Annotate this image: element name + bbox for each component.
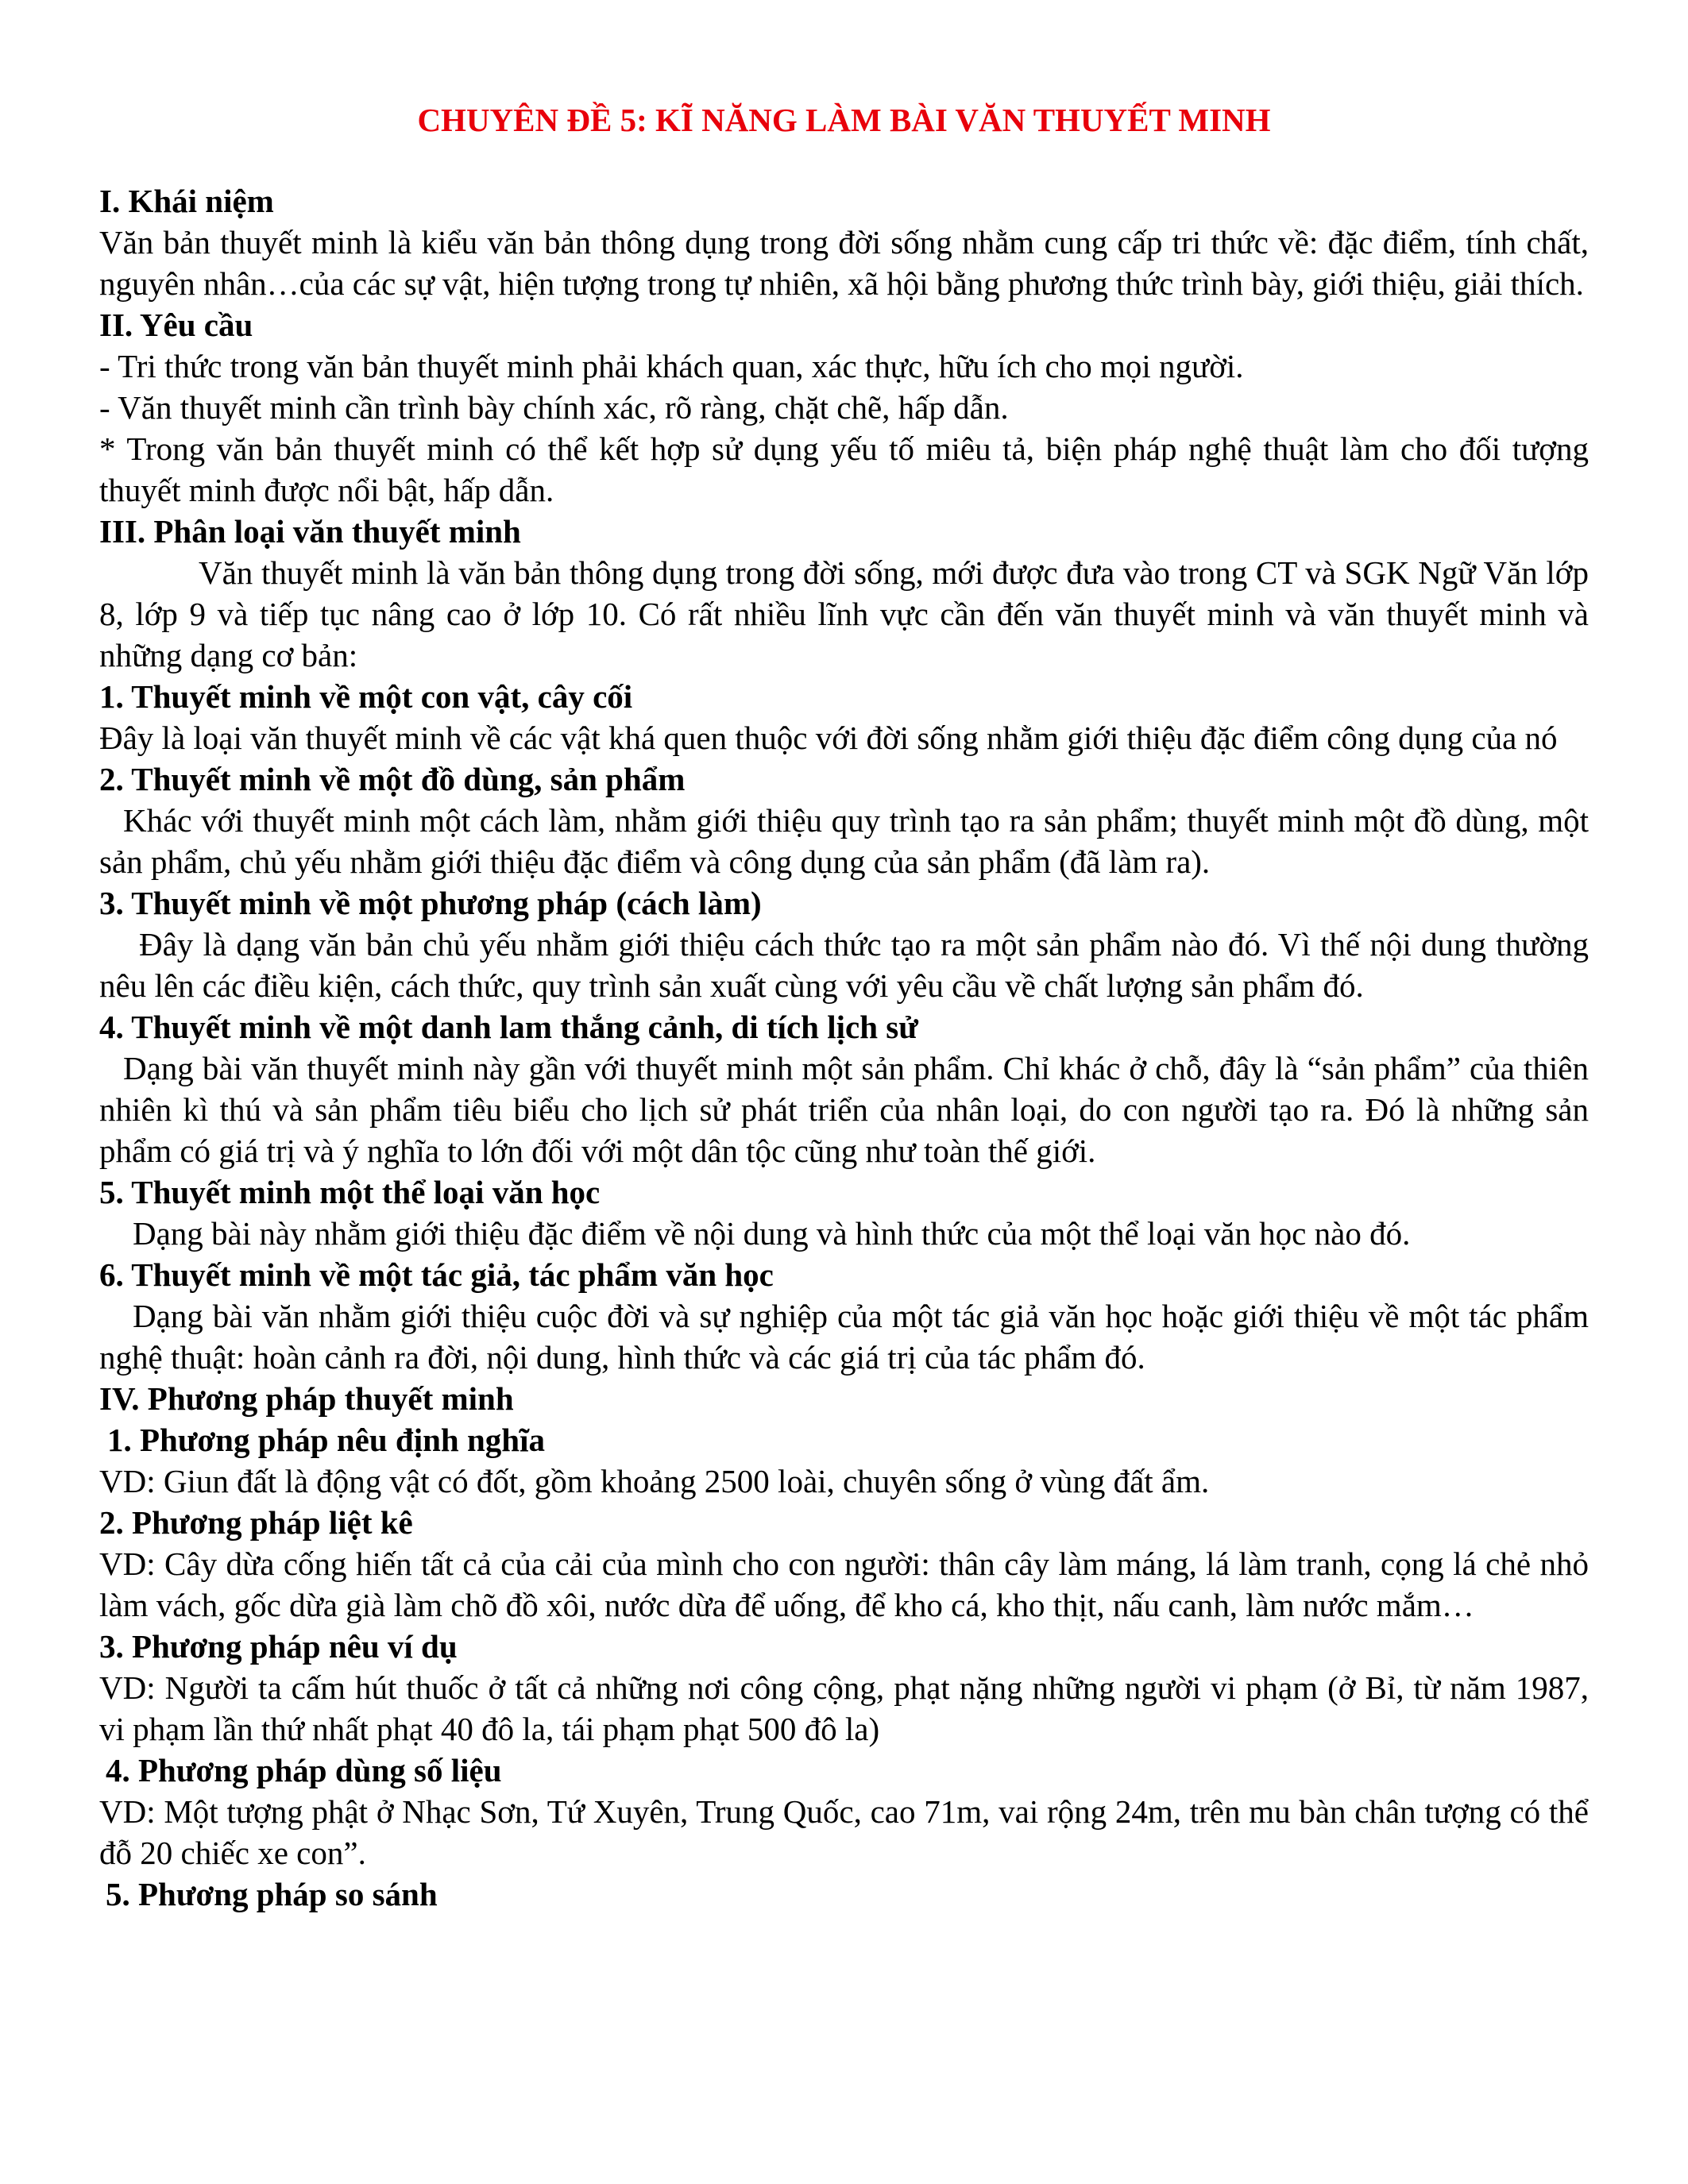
subsection-heading: 3. Phương pháp nêu ví dụ	[99, 1628, 458, 1665]
subsection-heading: 2. Phương pháp liệt kê	[99, 1504, 413, 1541]
paragraph: - Văn thuyết minh cần trình bày chính xác, rõ ràng, chặt chẽ, hấp dẫn.	[99, 389, 1009, 426]
section-heading: II. Yêu cầu	[99, 307, 253, 343]
paragraph: Đây là loại văn thuyết minh về các vật khá quen thuộc với đời sống nhằm giới thiệu đặc điểm công dụng của nó	[99, 720, 1558, 756]
paragraph: VD: Một tượng phật ở Nhạc Sơn, Tứ Xuyên, Trung Quốc, cao 71m, vai rộng 24m, trên mu bàn chân tượng có thể đỗ 20 chiếc xe con”.	[99, 1793, 1589, 1871]
subsection-heading: 1. Thuyết minh về một con vật, cây cối	[99, 678, 633, 715]
paragraph: Dạng bài này nhằm giới thiệu đặc điểm về nội dung và hình thức của một thể loại văn học nào đó.	[133, 1215, 1411, 1252]
subsection-heading: 4. Thuyết minh về một danh lam thắng cảnh, di tích lịch sử	[99, 1009, 918, 1045]
subsection-heading: 5. Thuyết minh một thể loại văn học	[99, 1174, 601, 1210]
paragraph: Đây là dạng văn bản chủ yếu nhằm giới thiệu cách thức tạo ra một sản phẩm nào đó. Vì thế nội dung thường nêu lên các điều kiện, cách thức, quy trình sản xuất cùng với yêu cầu về chất lượng sản phẩm đó.	[99, 926, 1589, 1004]
section-heading: III. Phân loại văn thuyết minh	[99, 513, 521, 550]
subsection-heading: 4. Phương pháp dùng số liệu	[106, 1752, 502, 1788]
paragraph: VD: Người ta cấm hút thuốc ở tất cả những nơi công cộng, phạt nặng những người vi phạm (ở Bỉ, từ năm 1987, vi phạm lần thứ nhất phạt 40 đô la, tái phạm phạt 500 đô la)	[99, 1669, 1589, 1747]
section-heading: IV. Phương pháp thuyết minh	[99, 1380, 514, 1417]
paragraph: Văn bản thuyết minh là kiểu văn bản thông dụng trong đời sống nhằm cung cấp tri thức về: đặc điểm, tính chất, nguyên nhân…của các sự vật, hiện tượng trong tự nhiên, xã hội bằng phương thức trình bày, giới thiệu, giải thích.	[99, 224, 1589, 302]
paragraph: * Trong văn bản thuyết minh có thể kết hợp sử dụng yếu tố miêu tả, biện pháp nghệ thuật làm cho đối tượng thuyết minh được nổi bật, hấp dẫn.	[99, 430, 1589, 508]
subsection-heading: 1. Phương pháp nêu định nghĩa	[107, 1422, 545, 1458]
subsection-heading: 6. Thuyết minh về một tác giả, tác phẩm văn học	[99, 1256, 774, 1293]
paragraph: Văn thuyết minh là văn bản thông dụng trong đời sống, mới được đưa vào trong CT và SGK Ngữ Văn lớp 8, lớp 9 và tiếp tục nâng cao ở lớp 10. Có rất nhiều lĩnh vực cần đến văn thuyết minh và văn thuyết minh và những dạng cơ bản:	[99, 554, 1589, 673]
paragraph: VD: Cây dừa cống hiến tất cả của cải của mình cho con người: thân cây làm máng, lá làm tranh, cọng lá chẻ nhỏ làm vách, gốc dừa già làm chõ đồ xôi, nước dừa để uống, để kho cá, kho thịt, nấu canh, làm nước mắm…	[99, 1545, 1589, 1623]
paragraph: Dạng bài văn thuyết minh này gần với thuyết minh một sản phẩm. Chỉ khác ở chỗ, đây là “sản phẩm” của thiên nhiên kì thú và sản phẩm tiêu biểu cho lịch sử phát triển của nhân loại, do con người tạo ra. Đó là những sản phẩm có giá trị và ý nghĩa to lớn đối với một dân tộc cũng như toàn thế giới.	[99, 1050, 1589, 1169]
subsection-heading: 2. Thuyết minh về một đồ dùng, sản phẩm	[99, 761, 686, 797]
paragraph: VD: Giun đất là động vật có đốt, gồm khoảng 2500 loài, chuyên sống ở vùng đất ẩm.	[99, 1463, 1210, 1499]
subsection-heading: 5. Phương pháp so sánh	[106, 1876, 438, 1912]
paragraph: Dạng bài văn nhằm giới thiệu cuộc đời và sự nghiệp của một tác giả văn học hoặc giới thiệu về một tác phẩm nghệ thuật: hoàn cảnh ra đời, nội dung, hình thức và các giá trị của tác phẩm đó.	[99, 1298, 1589, 1376]
paragraph: - Tri thức trong văn bản thuyết minh phải khách quan, xác thực, hữu ích cho mọi người.	[99, 348, 1244, 384]
subsection-heading: 3. Thuyết minh về một phương pháp (cách làm)	[99, 885, 762, 921]
paragraph: Khác với thuyết minh một cách làm, nhằm giới thiệu quy trình tạo ra sản phẩm; thuyết minh một đồ dùng, một sản phẩm, chủ yếu nhằm giới thiệu đặc điểm và công dụng của sản phẩm (đã làm ra).	[99, 802, 1589, 880]
section-heading: I. Khái niệm	[99, 183, 274, 219]
document-title: CHUYÊN ĐỀ 5: KĨ NĂNG LÀM BÀI VĂN THUYẾT MINH	[417, 102, 1271, 138]
